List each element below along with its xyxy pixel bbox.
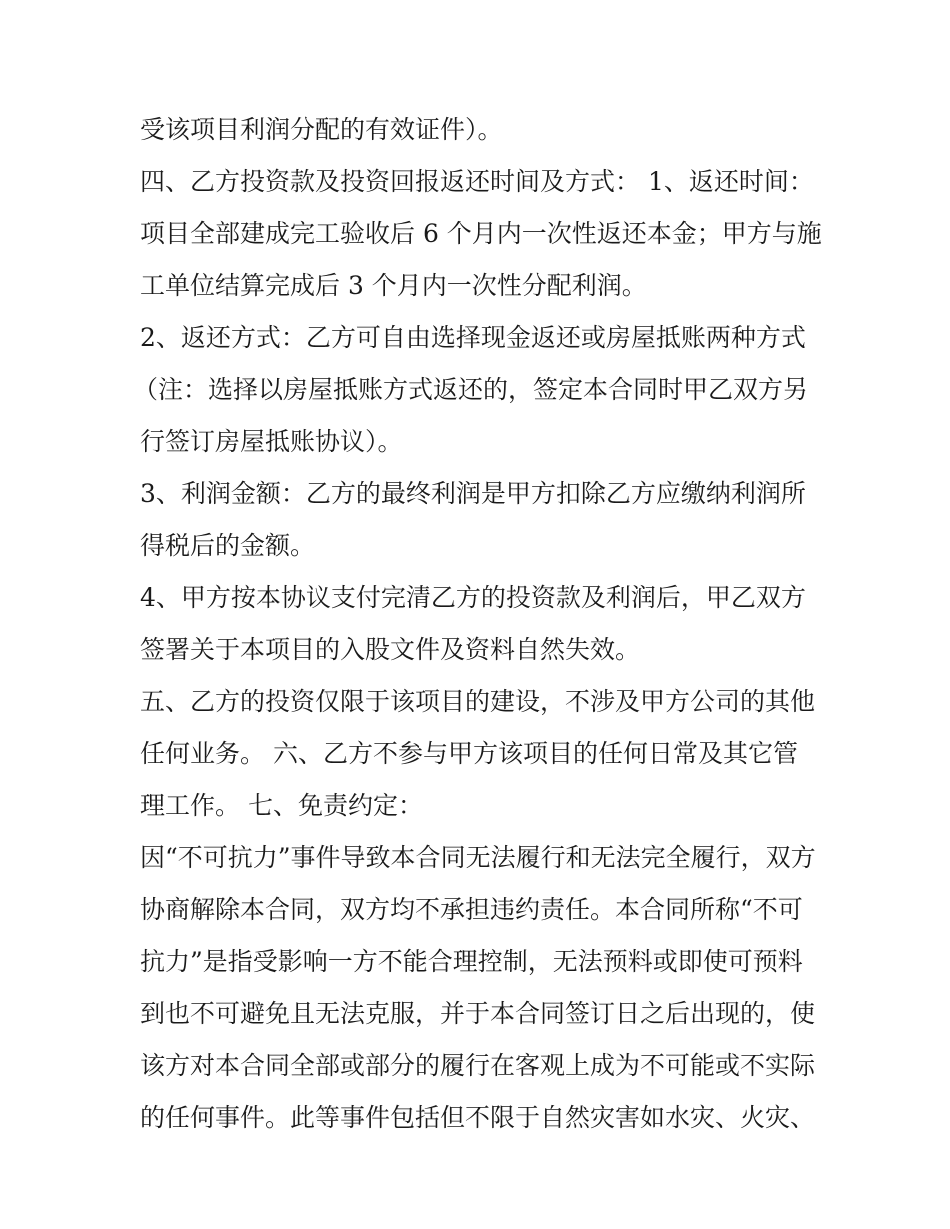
text-line: 2、返还方式：乙方可自由选择现金返还或房屋抵账两种方式 xyxy=(140,323,806,352)
text-line: 受该项目利润分配的有效证件）。 xyxy=(140,115,503,144)
text-line: 4、甲方按本协议支付完清乙方的投资款及利润后，甲乙双方 xyxy=(140,583,806,612)
text-line: 协商解除本合同，双方均不承担违约责任。本合同所称“不可 xyxy=(140,895,803,924)
text-line: 因“不可抗力”事件导致本合同无法履行和无法完全履行，双方 xyxy=(140,843,816,872)
text-line: 的任何事件。此等事件包括但不限于自然灾害如水灾、火灾、 xyxy=(140,1103,816,1132)
text-line: 该方对本合同全部或部分的履行在客观上成为不可能或不实际 xyxy=(140,1051,816,1080)
text-line: 任何业务。 六、乙方不参与甲方该项目的任何日常及其它管 xyxy=(140,739,798,768)
text-line: 到也不可避免且无法克服，并于本合同签订日之后出现的，使 xyxy=(140,999,816,1028)
text-line: 3、利润金额：乙方的最终利润是甲方扣除乙方应缴纳利润所 xyxy=(140,479,806,508)
text-line: 项目全部建成完工验收后 6 个月内一次性返还本金；甲方与施 xyxy=(140,219,822,248)
text-line: （注：选择以房屋抵账方式返还的，签定本合同时甲乙双方另 xyxy=(133,375,809,404)
text-line: 四、乙方投资款及投资回报返还时间及方式： 1、返还时间： xyxy=(140,167,814,196)
text-line: 签署关于本项目的入股文件及资料自然失效。 xyxy=(140,635,641,664)
text-line: 五、乙方的投资仅限于该项目的建设，不涉及甲方公司的其他 xyxy=(140,687,816,716)
text-line: 抗力”是指受影响一方不能合理控制，无法预料或即使可预料 xyxy=(140,947,803,976)
text-line: 得税后的金额。 xyxy=(140,531,316,560)
text-line: 行签订房屋抵账协议）。 xyxy=(140,427,403,456)
text-line: 理工作。 七、免责约定： xyxy=(140,791,423,820)
text-line: 工单位结算完成后 3 个月内一次性分配利润。 xyxy=(140,271,647,300)
contract-body-text xyxy=(133,104,822,1144)
